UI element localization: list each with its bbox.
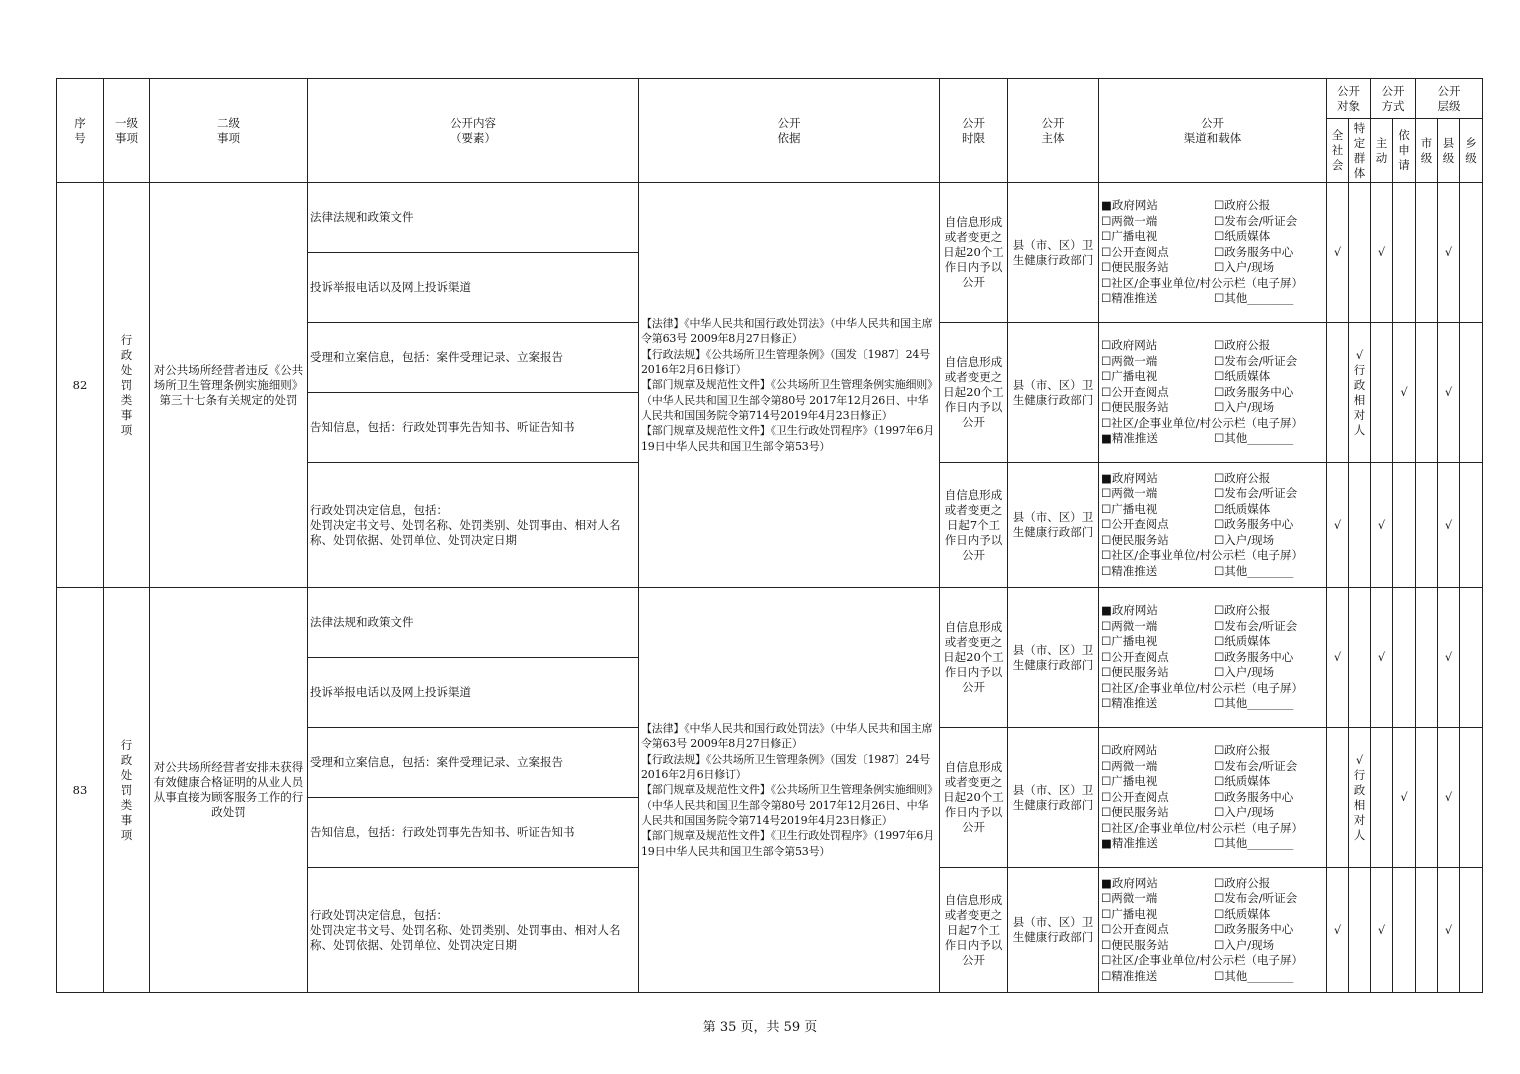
- tier-township-mark: [1460, 588, 1483, 728]
- channel-row: [1101, 198, 1324, 214]
- content-item: 行政处罚决定信息，包括： 处罚决定书文号、处罚名称、处罚类别、处罚事由、相对人名称、处罚依据、处罚单位、处罚决定日期: [308, 868, 639, 993]
- method-active-mark: √: [1371, 183, 1393, 323]
- channel-option: ☐纸质媒体: [1214, 501, 1271, 516]
- disclosure-subject: 县（市、区）卫生健康行政部门: [1008, 868, 1099, 993]
- channel-option: ☐政府公报: [1214, 198, 1271, 213]
- target-specific-group-mark: √ 行 政 相 对 人: [1349, 323, 1371, 463]
- method-active-mark: √: [1371, 588, 1393, 728]
- channel-option: ☐政府公报: [1214, 603, 1271, 618]
- header-county: 县 级: [1438, 119, 1460, 183]
- header-method: 公开 方式: [1371, 79, 1416, 119]
- method-on-request-mark: √: [1393, 728, 1416, 868]
- channel-row: [1101, 619, 1324, 635]
- channel-option: ■政府网站: [1101, 470, 1158, 485]
- tier-township-mark: [1460, 183, 1483, 323]
- channel-option: ☐发布会/听证会: [1214, 486, 1298, 501]
- tier-county-mark: √: [1438, 868, 1460, 993]
- tier-township-mark: [1460, 323, 1483, 463]
- header-content: 公开内容 （要素）: [308, 79, 639, 183]
- channel-option: ☐入户/现场: [1214, 937, 1275, 952]
- channel-row: [1101, 821, 1324, 837]
- channel-option: ☐便民服务站: [1101, 665, 1169, 680]
- channel-row: [1101, 743, 1324, 759]
- channel-option: ☐精准推送: [1101, 696, 1158, 711]
- header-all-society: 全 社 会: [1327, 119, 1349, 183]
- channel-option: ☐纸质媒体: [1214, 906, 1271, 921]
- channel-option: ☐两微一端: [1101, 891, 1158, 906]
- tier-county-mark: √: [1438, 463, 1460, 588]
- channel-option: ☐两微一端: [1101, 758, 1158, 773]
- target-all-society-mark: [1327, 323, 1349, 463]
- header-township: 乡 级: [1460, 119, 1483, 183]
- disclosure-time: 自信息形成或者变更之日起20个工作日内予以公开: [940, 728, 1008, 868]
- tier-county-mark: √: [1438, 728, 1460, 868]
- header-city: 市 级: [1416, 119, 1438, 183]
- content-item: 投诉举报电话以及网上投诉渠道: [308, 253, 639, 323]
- channel-row: [1101, 338, 1324, 354]
- channel-row: [1101, 953, 1324, 969]
- target-all-society-mark: √: [1327, 183, 1349, 323]
- tier-county-mark: √: [1438, 323, 1460, 463]
- channel-row: [1101, 431, 1324, 447]
- channel-option: ☐政府网站: [1101, 743, 1158, 758]
- channel-row: [1101, 533, 1324, 549]
- channel-checklist: [1099, 728, 1327, 868]
- channel-option: ☐两微一端: [1101, 213, 1158, 228]
- channel-option: ☐广播电视: [1101, 906, 1158, 921]
- method-on-request-mark: √: [1393, 323, 1416, 463]
- channel-option: ☐其他________: [1214, 968, 1294, 983]
- channel-row: [1101, 548, 1324, 564]
- header-time: 公开 时限: [940, 79, 1008, 183]
- channel-option: ☐精准推送: [1101, 968, 1158, 983]
- channel-option: ☐入户/现场: [1214, 805, 1275, 820]
- channel-option: ☐入户/现场: [1214, 400, 1275, 415]
- header-active: 主 动: [1371, 119, 1393, 183]
- header-channel: 公开 渠道和载体: [1099, 79, 1327, 183]
- method-on-request-mark: [1393, 463, 1416, 588]
- channel-option: ☐公开查阅点: [1101, 244, 1169, 259]
- content-item: 告知信息，包括：行政处罚事先告知书、听证告知书: [308, 393, 639, 463]
- content-item: 投诉举报电话以及网上投诉渠道: [308, 658, 639, 728]
- channel-option: ☐广播电视: [1101, 229, 1158, 244]
- channel-row: [1101, 400, 1324, 416]
- channel-option: ☐政务服务中心: [1214, 789, 1294, 804]
- channel-option: ☐纸质媒体: [1214, 774, 1271, 789]
- channel-option: ☐公开查阅点: [1101, 789, 1169, 804]
- channel-checklist: [1099, 588, 1327, 728]
- channel-option: ☐精准推送: [1101, 291, 1158, 306]
- channel-option: ☐两微一端: [1101, 353, 1158, 368]
- table-row: [57, 588, 1483, 658]
- channel-option: ☐广播电视: [1101, 501, 1158, 516]
- content-item: 受理和立案信息，包括：案件受理记录、立案报告: [308, 728, 639, 798]
- method-on-request-mark: [1393, 183, 1416, 323]
- channel-option: ☐纸质媒体: [1214, 229, 1271, 244]
- channel-option: ☐纸质媒体: [1214, 634, 1271, 649]
- target-all-society-mark: √: [1327, 463, 1349, 588]
- channel-option: ☐社区/企事业单位/村公示栏（电子屏）: [1101, 820, 1304, 835]
- table-row: [57, 183, 1483, 253]
- channel-option: ☐广播电视: [1101, 634, 1158, 649]
- content-item: 法律法规和政策文件: [308, 588, 639, 658]
- disclosure-subject: 县（市、区）卫生健康行政部门: [1008, 463, 1099, 588]
- tier-township-mark: [1460, 463, 1483, 588]
- target-all-society-mark: √: [1327, 588, 1349, 728]
- header-subject: 公开 主体: [1008, 79, 1099, 183]
- channel-option: ☐政务服务中心: [1214, 384, 1294, 399]
- channel-option: ☐入户/现场: [1214, 665, 1275, 680]
- channel-option: ☐公开查阅点: [1101, 649, 1169, 664]
- channel-option: ■政府网站: [1101, 603, 1158, 618]
- channel-option: ☐其他________: [1214, 291, 1294, 306]
- channel-row: [1101, 486, 1324, 502]
- method-on-request-mark: [1393, 868, 1416, 993]
- header-level1: 一级 事项: [104, 79, 150, 183]
- channel-row: [1101, 385, 1324, 401]
- channel-option: ☐两微一端: [1101, 486, 1158, 501]
- header-seq: 序 号: [57, 79, 104, 183]
- channel-row: [1101, 564, 1324, 580]
- method-on-request-mark: [1393, 588, 1416, 728]
- channel-option: ☐公开查阅点: [1101, 922, 1169, 937]
- channel-row: [1101, 603, 1324, 619]
- channel-option: ☐广播电视: [1101, 774, 1158, 789]
- channel-row: [1101, 517, 1324, 533]
- channel-row: [1101, 634, 1324, 650]
- disclosure-table: [56, 78, 1483, 993]
- channel-option: ☐政务服务中心: [1214, 922, 1294, 937]
- disclosure-subject: 县（市、区）卫生健康行政部门: [1008, 183, 1099, 323]
- header-on-request: 依 申 请: [1393, 119, 1416, 183]
- channel-option: ☐两微一端: [1101, 618, 1158, 633]
- channel-row: [1101, 759, 1324, 775]
- channel-option: ■政府网站: [1101, 875, 1158, 890]
- channel-checklist: [1099, 868, 1327, 993]
- target-all-society-mark: [1327, 728, 1349, 868]
- channel-option: ☐其他________: [1214, 696, 1294, 711]
- channel-option: ☐社区/企事业单位/村公示栏（电子屏）: [1101, 953, 1304, 968]
- method-active-mark: √: [1371, 868, 1393, 993]
- item-level2: 对公共场所经营者安排未获得有效健康合格证明的从业人员从事直接为顾客服务工作的行政处罚: [150, 588, 308, 993]
- disclosure-subject: 县（市、区）卫生健康行政部门: [1008, 728, 1099, 868]
- header-row: [57, 79, 1483, 119]
- disclosure-subject: 县（市、区）卫生健康行政部门: [1008, 588, 1099, 728]
- tier-city-mark: [1416, 463, 1438, 588]
- legal-basis: 【法律】《中华人民共和国行政处罚法》（中华人民共和国主席令第63号 2009年8月27日修正） 【行政法规】《公共场所卫生管理条例》（国发〔1987〕24号 2016年2月6日修订） 【部门规章及规范性文件】《公共场所卫生管理条例实施细则》（中华人民共和国卫生部令第80号 2017年12月26日、中华人民共和国国务院令第714号2019年4月23日修正） 【部门规章及规范性文件】《卫生行政处罚程序》（1997年6月19日中华人民共和国卫生部令第53号）: [639, 183, 940, 588]
- channel-option: ☐社区/企事业单位/村公示栏（电子屏）: [1101, 680, 1304, 695]
- channel-option: ☐政务服务中心: [1214, 649, 1294, 664]
- channel-option: ☐入户/现场: [1214, 532, 1275, 547]
- tier-city-mark: [1416, 588, 1438, 728]
- target-specific-group-mark: [1349, 868, 1371, 993]
- channel-option: ☐其他________: [1214, 431, 1294, 446]
- target-all-society-mark: √: [1327, 868, 1349, 993]
- content-item: 行政处罚决定信息，包括： 处罚决定书文号、处罚名称、处罚类别、处罚事由、相对人名称、处罚依据、处罚单位、处罚决定日期: [308, 463, 639, 588]
- method-active-mark: [1371, 323, 1393, 463]
- header-tier: 公开 层级: [1416, 79, 1483, 119]
- channel-option: ☐精准推送: [1101, 563, 1158, 578]
- channel-option: ■精准推送: [1101, 836, 1158, 851]
- channel-row: [1101, 369, 1324, 385]
- content-item: 告知信息，包括：行政处罚事先告知书、听证告知书: [308, 798, 639, 868]
- content-item: 法律法规和政策文件: [308, 183, 639, 253]
- channel-option: ☐发布会/听证会: [1214, 891, 1298, 906]
- legal-basis: 【法律】《中华人民共和国行政处罚法》（中华人民共和国主席令第63号 2009年8月27日修正） 【行政法规】《公共场所卫生管理条例》（国发〔1987〕24号 2016年2月6日修订） 【部门规章及规范性文件】《公共场所卫生管理条例实施细则》（中华人民共和国卫生部令第80号 2017年12月26日、中华人民共和国国务院令第714号2019年4月23日修正） 【部门规章及规范性文件】《卫生行政处罚程序》（1997年6月19日中华人民共和国卫生部令第53号）: [639, 588, 940, 993]
- channel-row: [1101, 229, 1324, 245]
- channel-option: ☐发布会/听证会: [1214, 758, 1298, 773]
- channel-row: [1101, 907, 1324, 923]
- channel-row: [1101, 891, 1324, 907]
- channel-row: [1101, 938, 1324, 954]
- channel-option: ☐广播电视: [1101, 369, 1158, 384]
- tier-city-mark: [1416, 183, 1438, 323]
- channel-row: [1101, 214, 1324, 230]
- channel-row: [1101, 650, 1324, 666]
- item-level2: 对公共场所经营者违反《公共场所卫生管理条例实施细则》第三十七条有关规定的处罚: [150, 183, 308, 588]
- disclosure-time: 自信息形成或者变更之日起20个工作日内予以公开: [940, 588, 1008, 728]
- channel-row: [1101, 696, 1324, 712]
- disclosure-time: 自信息形成或者变更之日起7个工作日内予以公开: [940, 463, 1008, 588]
- target-specific-group-mark: √ 行 政 相 对 人: [1349, 728, 1371, 868]
- header-specific-group: 特 定 群 体: [1349, 119, 1371, 183]
- channel-option: ☐政府公报: [1214, 470, 1271, 485]
- disclosure-subject: 县（市、区）卫生健康行政部门: [1008, 323, 1099, 463]
- channel-row: [1101, 790, 1324, 806]
- target-specific-group-mark: [1349, 588, 1371, 728]
- channel-option: ☐政务服务中心: [1214, 244, 1294, 259]
- channel-row: [1101, 876, 1324, 892]
- channel-row: [1101, 969, 1324, 985]
- header-basis: 公开 依据: [639, 79, 940, 183]
- channel-row: [1101, 245, 1324, 261]
- channel-option: ☐政府公报: [1214, 875, 1271, 890]
- channel-row: [1101, 922, 1324, 938]
- channel-option: ☐发布会/听证会: [1214, 353, 1298, 368]
- channel-option: ☐其他________: [1214, 836, 1294, 851]
- disclosure-time: 自信息形成或者变更之日起20个工作日内予以公开: [940, 323, 1008, 463]
- channel-row: [1101, 805, 1324, 821]
- channel-option: ☐便民服务站: [1101, 532, 1169, 547]
- page-footer: 第 35 页，共 59 页: [702, 1020, 818, 1035]
- tier-township-mark: [1460, 868, 1483, 993]
- channel-option: ☐便民服务站: [1101, 805, 1169, 820]
- method-active-mark: [1371, 728, 1393, 868]
- channel-option: ☐便民服务站: [1101, 260, 1169, 275]
- channel-option: ☐公开查阅点: [1101, 384, 1169, 399]
- channel-checklist: [1099, 463, 1327, 588]
- header-target: 公开 对象: [1327, 79, 1371, 119]
- tier-city-mark: [1416, 323, 1438, 463]
- method-active-mark: √: [1371, 463, 1393, 588]
- channel-option: ■政府网站: [1101, 198, 1158, 213]
- channel-option: ☐政府公报: [1214, 338, 1271, 353]
- item-level1: 行 政 处 罚 类 事 项: [104, 183, 150, 588]
- channel-option: ☐社区/企事业单位/村公示栏（电子屏）: [1101, 548, 1304, 563]
- channel-option: ☐社区/企事业单位/村公示栏（电子屏）: [1101, 275, 1304, 290]
- channel-option: ☐发布会/听证会: [1214, 213, 1298, 228]
- channel-row: [1101, 276, 1324, 292]
- channel-row: [1101, 836, 1324, 852]
- item-level1: 行 政 处 罚 类 事 项: [104, 588, 150, 993]
- channel-row: [1101, 354, 1324, 370]
- channel-option: ☐纸质媒体: [1214, 369, 1271, 384]
- item-seq: 83: [57, 588, 104, 993]
- channel-option: ☐社区/企事业单位/村公示栏（电子屏）: [1101, 415, 1304, 430]
- header-level2: 二级 事项: [150, 79, 308, 183]
- channel-row: [1101, 260, 1324, 276]
- channel-row: [1101, 665, 1324, 681]
- channel-row: [1101, 681, 1324, 697]
- channel-checklist: [1099, 323, 1327, 463]
- channel-option: ☐便民服务站: [1101, 937, 1169, 952]
- target-specific-group-mark: [1349, 183, 1371, 323]
- channel-option: ☐政府公报: [1214, 743, 1271, 758]
- channel-option: ☐政府网站: [1101, 338, 1158, 353]
- tier-city-mark: [1416, 868, 1438, 993]
- channel-option: ☐发布会/听证会: [1214, 618, 1298, 633]
- channel-option: ☐入户/现场: [1214, 260, 1275, 275]
- target-specific-group-mark: [1349, 463, 1371, 588]
- channel-checklist: [1099, 183, 1327, 323]
- tier-township-mark: [1460, 728, 1483, 868]
- channel-option: ■精准推送: [1101, 431, 1158, 446]
- tier-county-mark: √: [1438, 588, 1460, 728]
- tier-city-mark: [1416, 728, 1438, 868]
- tier-county-mark: √: [1438, 183, 1460, 323]
- channel-option: ☐政务服务中心: [1214, 517, 1294, 532]
- content-item: 受理和立案信息，包括：案件受理记录、立案报告: [308, 323, 639, 393]
- channel-row: [1101, 502, 1324, 518]
- channel-option: ☐便民服务站: [1101, 400, 1169, 415]
- channel-option: ☐公开查阅点: [1101, 517, 1169, 532]
- channel-row: [1101, 471, 1324, 487]
- channel-option: ☐其他________: [1214, 563, 1294, 578]
- item-seq: 82: [57, 183, 104, 588]
- channel-row: [1101, 774, 1324, 790]
- disclosure-time: 自信息形成或者变更之日起7个工作日内予以公开: [940, 868, 1008, 993]
- disclosure-time: 自信息形成或者变更之日起20个工作日内予以公开: [940, 183, 1008, 323]
- channel-row: [1101, 416, 1324, 432]
- channel-row: [1101, 291, 1324, 307]
